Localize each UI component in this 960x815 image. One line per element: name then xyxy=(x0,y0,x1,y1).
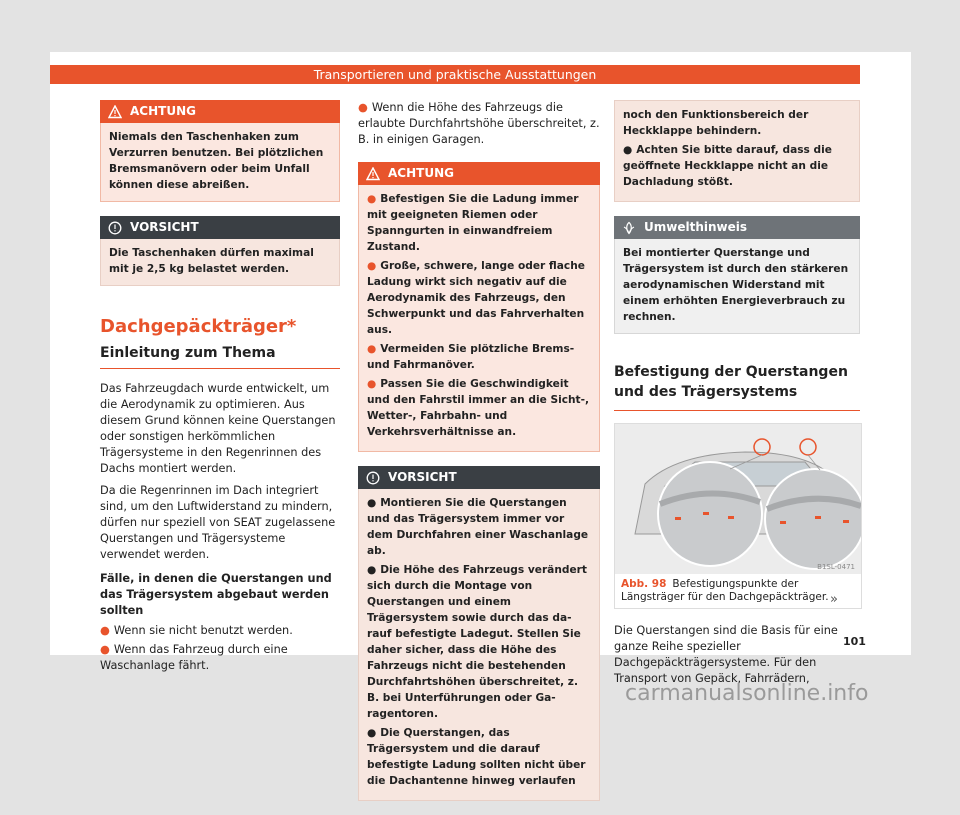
warning-label: ACHTUNG xyxy=(388,166,454,180)
caution-text: Die Taschenhaken dürfen maximal mit je 2,5 kg belastet werden. xyxy=(100,239,340,286)
list-item-text: Wenn sie nicht benutzt werden. xyxy=(113,624,293,637)
caution-continued-body xyxy=(614,100,860,202)
list-item: ● Wenn das Fahrzeug durch eine Waschanlage fährt. xyxy=(100,643,288,672)
car-illustration xyxy=(615,424,861,574)
warning-item: ● Große, schwere, lange oder flache Ladung wirkt sich negativ auf die Aerodynamik des Fahrzeugs, den Schwerpunkt und das Fahrverhalten aus. xyxy=(367,260,585,336)
page-number: 101 xyxy=(843,635,866,648)
warning-triangle-icon xyxy=(108,105,122,119)
subsection-title: Befestigung der Querstangen und des Trägersystems xyxy=(614,362,860,411)
warning-label: ACHTUNG xyxy=(130,104,196,118)
environment-box-header xyxy=(614,216,860,239)
figure-label: Abb. 98 xyxy=(621,578,667,590)
caution-item: ● Die Höhe des Fahrzeugs verändert sich durch die Montage von Querstangen und einem Trägersystem sowie durch das darauf befestigte Ladegut. Stellen Sie daher sicher, dass die Höhe des Fahrzeugs nicht die bestehenden Durchfahrtshöhen überschreitet, z. B. bei Unterführungen oder Garagentoren. xyxy=(367,564,587,720)
warning-item-text: Große, schwere, lange oder flache Ladung wirkt sich negativ auf die Aerodynamik des Fahrzeugs, den Schwerpunkt und das Fahrverhalten aus. xyxy=(367,260,585,336)
caution-body xyxy=(358,489,600,801)
warning-body xyxy=(358,185,600,452)
caution-item-text: Achten Sie bitte darauf, dass die geöffnete Heckklappe nicht an die Dachladung stößt. xyxy=(623,144,832,188)
chapter-header: Transportieren und praktische Ausstattungen xyxy=(50,65,860,84)
caution-circle-icon xyxy=(108,221,122,235)
figure-code: B1SL-0471 xyxy=(817,563,855,571)
warning-text: Niemals den Taschenhaken zum Verzurren benutzen. Bei plötzlichen Bremsmanövern oder beim Unfall können diese abreißen. xyxy=(100,123,340,202)
caution-item-text: Die Querstangen, das Trägersystem und die darauf befestigte Ladung sollten nicht über die Dachantenne hinweg verlaufen xyxy=(367,727,586,787)
warning-box-header xyxy=(358,162,600,185)
warning-box xyxy=(100,100,340,202)
section-title: Dachgepäckträger* xyxy=(100,316,297,337)
environment-box xyxy=(614,216,860,334)
continue-arrow: » xyxy=(830,592,838,607)
warning-triangle-icon xyxy=(366,167,380,181)
environment-text: Bei montierter Querstange und Trägersystem ist durch den stärkeren aerodynamischen Widerstand mit einem erhöhten Energieverbrauch zu rechnen. xyxy=(614,239,860,334)
column-3 xyxy=(614,100,860,693)
figure-caption xyxy=(615,574,861,608)
paragraph: Das Fahrzeugdach wurde entwickelt, um die Aerodynamik zu optimieren. Aus diesem Grund können keine Querstangen oder sonstigen herkömmlichen Trägersysteme in den Regenrinnen des Dachs montiert werden. xyxy=(100,382,336,475)
warning-item-text: Vermeiden Sie plötzliche Brems- und Fahrmanöver. xyxy=(367,343,575,371)
list-item-text: Wenn die Höhe des Fahrzeugs die erlaubte Durchfahrtshöhe überschreitet, z. B. in einigen Garagen. xyxy=(358,101,600,146)
caution-box xyxy=(100,216,340,286)
caution-circle-icon xyxy=(366,471,380,485)
caution-box-header xyxy=(358,466,600,489)
leaf-icon xyxy=(622,221,636,235)
list-item-text: Wenn das Fahrzeug durch eine Waschanlage fährt. xyxy=(100,643,288,672)
figure-image-car-roof xyxy=(615,424,861,574)
watermark: carmanualsonline.info xyxy=(625,681,869,706)
warning-box xyxy=(358,162,600,452)
environment-label: Umwelthinweis xyxy=(644,220,748,234)
caution-box-continued xyxy=(614,100,860,202)
warning-item-text: Befestigen Sie die Ladung immer mit geeigneten Riemen oder Spanngurten in einwandfreiem Zustand. xyxy=(367,193,579,253)
warning-item: ● Befestigen Sie die Ladung immer mit geeigneten Riemen oder Spanngurten in einwandfreiem Zustand. xyxy=(367,193,579,253)
caution-item: ● Die Querstangen, das Trägersystem und die darauf befestigte Ladung sollten nicht über die Dachantenne hinweg verlaufen xyxy=(367,727,586,787)
list-item: ● Wenn sie nicht benutzt werden. xyxy=(100,624,293,637)
warning-item-text: Passen Sie die Geschwindigkeit und den Fahrstil immer an die Sicht-, Wetter-, Fahrbahn- und Verkehrsverhältnisse an. xyxy=(367,378,590,438)
caution-item: ● Montieren Sie die Querstangen und das Trägersystem immer vor dem Durchfahren einer Waschanlage ab. xyxy=(367,497,589,557)
warning-item: ● Passen Sie die Geschwindigkeit und den Fahrstil immer an die Sicht-, Wetter-, Fahrbahn- und Verkehrsverhältnisse an. xyxy=(367,378,590,438)
caution-label: VORSICHT xyxy=(130,220,199,234)
figure xyxy=(614,423,862,609)
caution-continued-text: noch den Funktionsbereich der Heckklappe behindern. xyxy=(623,109,809,137)
figure-caption-text: Befestigungspunkte der Längsträger für den Dachgepäckträger. xyxy=(621,578,829,603)
paragraph: Da die Regenrinnen im Dach integriert sind, um den Luftwiderstand zu mindern, dürfen nur speziell von SEAT zugelassene Querstangen und Trägersysteme verwendet werden. xyxy=(100,484,336,561)
caution-box-header xyxy=(100,216,340,239)
caution-label: VORSICHT xyxy=(388,470,457,484)
bold-heading: Fälle, in denen die Querstangen und das Trägersystem abgebaut werden sollten xyxy=(100,572,332,617)
warning-box-header xyxy=(100,100,340,123)
warning-item: ● Vermeiden Sie plötzliche Brems- und Fahrmanöver. xyxy=(367,343,575,371)
column-1 xyxy=(100,100,340,677)
list-item: ● Wenn die Höhe des Fahrzeugs die erlaubte Durchfahrtshöhe überschreitet, z. B. in einigen Garagen. xyxy=(358,101,600,146)
caution-box xyxy=(358,466,600,801)
caution-item-text: Montieren Sie die Querstangen und das Trägersystem immer vor dem Durchfahren einer Waschanlage ab. xyxy=(367,497,589,557)
paragraph: Die Querstangen sind die Basis für eine ganze Reihe spezieller Dachgepäckträgersysteme. Für den Transport von Gepäck, Fahrrädern, xyxy=(614,624,838,685)
caution-item-text: Die Höhe des Fahrzeugs verändert sich durch die Montage von Querstangen und einem Trägersystem sowie durch das darauf befestigte Ladegut. Stellen Sie daher sicher, dass die Höhe des Fahrzeugs nicht die bestehenden Durchfahrtshöhen überschreitet, z. B. bei Unterführungen oder Garagentoren. xyxy=(367,564,587,720)
subsection-title: Einleitung zum Thema xyxy=(100,345,340,369)
caution-item: ● Achten Sie bitte darauf, dass die geöffnete Heckklappe nicht an die Dachladung stößt. xyxy=(623,144,832,188)
